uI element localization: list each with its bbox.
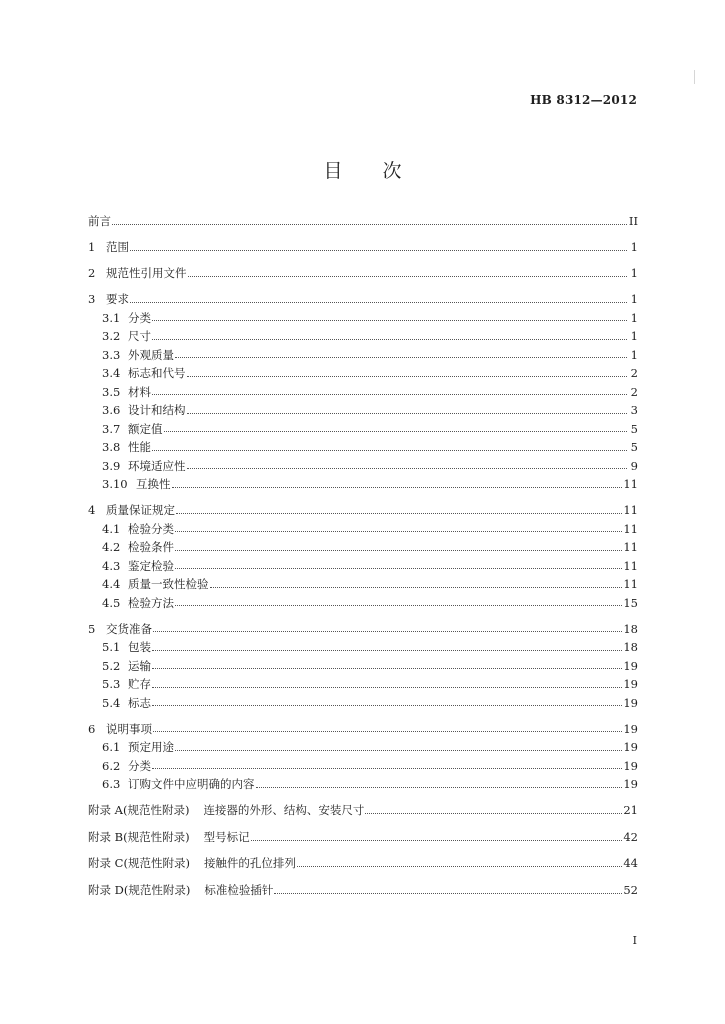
toc-dot-leader — [175, 568, 622, 569]
toc-entry-page: 18 — [623, 621, 638, 636]
page-title: 目次 — [323, 160, 442, 182]
toc-entry-label: 包装 — [128, 640, 151, 654]
toc-entry[interactable] — [88, 501, 638, 520]
toc-dot-leader — [152, 320, 627, 321]
toc-entry-page: 11 — [623, 577, 638, 591]
toc-entry-page: 19 — [623, 777, 638, 791]
toc-entry-label: 材料 — [128, 384, 151, 399]
page-folio: I — [632, 934, 637, 947]
toc-entry-label: 检验分类 — [128, 521, 174, 536]
toc-entry-label: 检验条件 — [128, 540, 174, 554]
toc-entry[interactable] — [88, 757, 638, 776]
toc-appendix-entry[interactable] — [88, 854, 638, 873]
toc-entry-page: II — [628, 214, 638, 228]
toc-entry-page: 19 — [623, 658, 638, 673]
standard-code: HB 8312—2012 — [530, 93, 637, 107]
toc-entry-number: 3.2 — [102, 329, 121, 343]
toc-entry-page: 52 — [623, 882, 638, 897]
toc-entry-label: 检验方法 — [128, 595, 174, 610]
toc-entry-page: 1 — [630, 329, 638, 343]
toc-entry-number: 3.9 — [102, 458, 121, 473]
toc-entry-page: 44 — [623, 856, 638, 870]
toc-entry-label: 运输 — [128, 658, 151, 673]
toc-entry-number: 3.1 — [102, 310, 121, 325]
toc-entry[interactable] — [88, 575, 638, 594]
toc-dot-leader — [187, 413, 628, 414]
toc-entry-page: 3 — [630, 403, 638, 417]
toc-dot-leader — [188, 276, 628, 277]
toc-entry-label: 质量保证规定 — [106, 503, 175, 517]
toc-entry-label: 质量一致性检验 — [128, 577, 209, 591]
toc-dot-leader — [297, 866, 622, 867]
toc-entry-label: 贮存 — [128, 677, 151, 691]
toc-entry-label: 标准检验插针 — [204, 882, 274, 897]
toc-dot-leader — [130, 250, 627, 251]
toc-dot-leader — [251, 840, 623, 841]
toc-dot-leader — [210, 587, 623, 588]
toc-entry-label: 标志和代号 — [128, 366, 186, 380]
toc-entry-page: 2 — [630, 384, 638, 399]
toc-entry-page: 5 — [630, 421, 638, 436]
table-of-contents — [88, 212, 638, 900]
toc-entry[interactable] — [88, 438, 638, 457]
toc-entry[interactable] — [88, 620, 638, 639]
toc-entry-number: 2 — [88, 266, 96, 280]
toc-entry-number: 5.4 — [102, 695, 121, 710]
toc-dot-leader — [112, 224, 627, 225]
toc-entry-number: 4 — [88, 503, 96, 517]
toc-appendix-entry[interactable] — [88, 828, 638, 847]
toc-entry-page: 19 — [623, 740, 638, 754]
toc-entry[interactable] — [88, 720, 638, 739]
toc-entry-number: 附录 D(规范性附录) — [88, 882, 191, 897]
toc-entry-label: 规范性引用文件 — [106, 266, 187, 280]
toc-entry-page: 19 — [623, 721, 638, 736]
toc-dot-leader — [152, 394, 627, 395]
toc-dot-leader — [256, 787, 623, 788]
toc-entry-page: 1 — [630, 240, 638, 254]
toc-entry[interactable] — [88, 520, 638, 539]
toc-entry[interactable] — [88, 594, 638, 613]
toc-entry-label: 预定用途 — [128, 740, 174, 754]
toc-entry[interactable] — [88, 475, 638, 494]
toc-dot-leader — [274, 893, 622, 894]
toc-entry[interactable] — [88, 290, 638, 309]
toc-entry-page: 9 — [630, 458, 638, 473]
toc-entry-number: 5 — [88, 621, 96, 636]
toc-dot-leader — [130, 302, 627, 303]
toc-entry-page: 11 — [623, 477, 638, 491]
toc-entry-page: 42 — [623, 829, 638, 844]
toc-dot-leader — [365, 813, 622, 814]
toc-entry-number: 5.3 — [102, 677, 121, 691]
toc-dot-leader — [152, 705, 622, 706]
toc-dot-leader — [175, 357, 627, 358]
toc-entry[interactable] — [88, 675, 638, 694]
toc-dot-leader — [152, 650, 622, 651]
toc-dot-leader — [152, 687, 622, 688]
toc-entry[interactable] — [88, 557, 638, 576]
toc-entry-label: 说明事项 — [106, 721, 152, 736]
toc-entry-number: 3.8 — [102, 440, 121, 454]
toc-entry-number: 3.5 — [102, 384, 121, 399]
toc-entry[interactable] — [88, 401, 638, 420]
toc-entry-page: 2 — [630, 366, 638, 380]
toc-entry-number: 附录 A(规范性附录) — [88, 803, 190, 817]
toc-entry[interactable] — [88, 346, 638, 365]
toc-entry[interactable] — [88, 264, 638, 283]
toc-entry[interactable] — [88, 212, 638, 231]
toc-entry[interactable] — [88, 657, 638, 676]
toc-entry-page: 15 — [623, 595, 638, 610]
toc-entry-label: 范围 — [106, 240, 129, 254]
toc-entry-number: 4.1 — [102, 521, 121, 536]
toc-dot-leader — [153, 731, 622, 732]
toc-entry-label: 外观质量 — [128, 347, 174, 362]
toc-entry-number: 4.5 — [102, 595, 121, 610]
toc-entry-label: 环境适应性 — [128, 458, 186, 473]
toc-entry-page: 19 — [623, 677, 638, 691]
toc-entry-number: 3.7 — [102, 421, 121, 436]
toc-entry-number: 5.2 — [102, 658, 121, 673]
toc-entry-label: 尺寸 — [128, 329, 151, 343]
toc-dot-leader — [175, 750, 622, 751]
toc-entry-label: 分类 — [128, 758, 151, 773]
toc-entry-label: 分类 — [128, 310, 151, 325]
toc-dot-leader — [153, 631, 622, 632]
toc-entry-label: 标志 — [128, 695, 151, 710]
toc-entry-number: 4.2 — [102, 540, 121, 554]
toc-entry-label: 接触件的孔位排列 — [203, 856, 296, 870]
toc-entry-label: 鉴定检验 — [128, 558, 174, 573]
toc-entry-number: 4.3 — [102, 558, 121, 573]
toc-dot-leader — [172, 487, 623, 488]
toc-entry[interactable] — [88, 638, 638, 657]
toc-appendix-entry[interactable] — [88, 801, 638, 820]
toc-appendix-entry[interactable] — [88, 881, 638, 900]
toc-entry-number: 4.4 — [102, 577, 121, 591]
toc-dot-leader — [175, 531, 622, 532]
toc-entry[interactable] — [88, 775, 638, 794]
toc-dot-leader — [187, 468, 628, 469]
toc-entry[interactable] — [88, 238, 638, 257]
toc-entry-number: 3 — [88, 292, 96, 306]
toc-entry-number: 3.6 — [102, 403, 121, 417]
toc-entry-number: 5.1 — [102, 640, 121, 654]
toc-entry[interactable] — [88, 420, 638, 439]
toc-entry-number: 3.10 — [102, 477, 128, 491]
toc-entry[interactable] — [88, 309, 638, 328]
toc-entry-number: 6.3 — [102, 777, 121, 791]
toc-entry-page: 19 — [623, 695, 638, 710]
toc-dot-leader — [187, 376, 628, 377]
toc-entry-label: 订购文件中应明确的内容 — [128, 777, 255, 791]
toc-entry[interactable] — [88, 327, 638, 346]
toc-entry-number: 3.4 — [102, 366, 121, 380]
toc-entry-label: 交货准备 — [106, 621, 152, 636]
toc-entry-number: 6.1 — [102, 740, 121, 754]
toc-entry-page: 1 — [630, 310, 638, 325]
toc-entry-page: 11 — [623, 540, 638, 554]
toc-entry-number: 3.3 — [102, 347, 121, 362]
toc-entry-page: 11 — [623, 521, 638, 536]
toc-entry[interactable] — [88, 538, 638, 557]
toc-entry-number: 6.2 — [102, 758, 121, 773]
toc-entry-page: 1 — [630, 347, 638, 362]
toc-entry-number: 6 — [88, 721, 96, 736]
toc-dot-leader — [175, 605, 622, 606]
toc-dot-leader — [152, 768, 622, 769]
toc-dot-leader — [152, 668, 622, 669]
toc-entry-page: 21 — [623, 803, 638, 817]
toc-entry-number: 1 — [88, 240, 96, 254]
toc-entry[interactable] — [88, 383, 638, 402]
toc-entry-label: 前言 — [88, 214, 111, 228]
toc-entry-label: 型号标记 — [203, 829, 250, 844]
toc-entry-page: 5 — [630, 440, 638, 454]
toc-entry[interactable] — [88, 457, 638, 476]
toc-entry[interactable] — [88, 364, 638, 383]
toc-dot-leader — [164, 431, 628, 432]
toc-entry-page: 1 — [630, 266, 638, 280]
toc-entry-number: 附录 B(规范性附录) — [88, 829, 190, 844]
toc-entry-label: 要求 — [106, 292, 129, 306]
toc-dot-leader — [176, 513, 622, 514]
toc-entry-label: 互换性 — [136, 477, 171, 491]
toc-entry-label: 性能 — [128, 440, 151, 454]
scan-edge-mark — [694, 70, 695, 84]
toc-entry-page: 1 — [630, 292, 638, 306]
toc-entry-label: 额定值 — [128, 421, 163, 436]
toc-dot-leader — [152, 450, 627, 451]
toc-entry-label: 连接器的外形、结构、安装尺寸 — [203, 803, 365, 817]
toc-dot-leader — [152, 339, 627, 340]
toc-entry-page: 19 — [623, 758, 638, 773]
toc-entry-number: 附录 C(规范性附录) — [88, 856, 190, 870]
toc-entry-page: 11 — [623, 503, 638, 517]
toc-entry-label: 设计和结构 — [128, 403, 186, 417]
toc-dot-leader — [175, 550, 622, 551]
toc-entry[interactable] — [88, 694, 638, 713]
toc-entry[interactable] — [88, 738, 638, 757]
toc-entry-page: 18 — [623, 640, 638, 654]
toc-entry-page: 11 — [623, 558, 638, 573]
